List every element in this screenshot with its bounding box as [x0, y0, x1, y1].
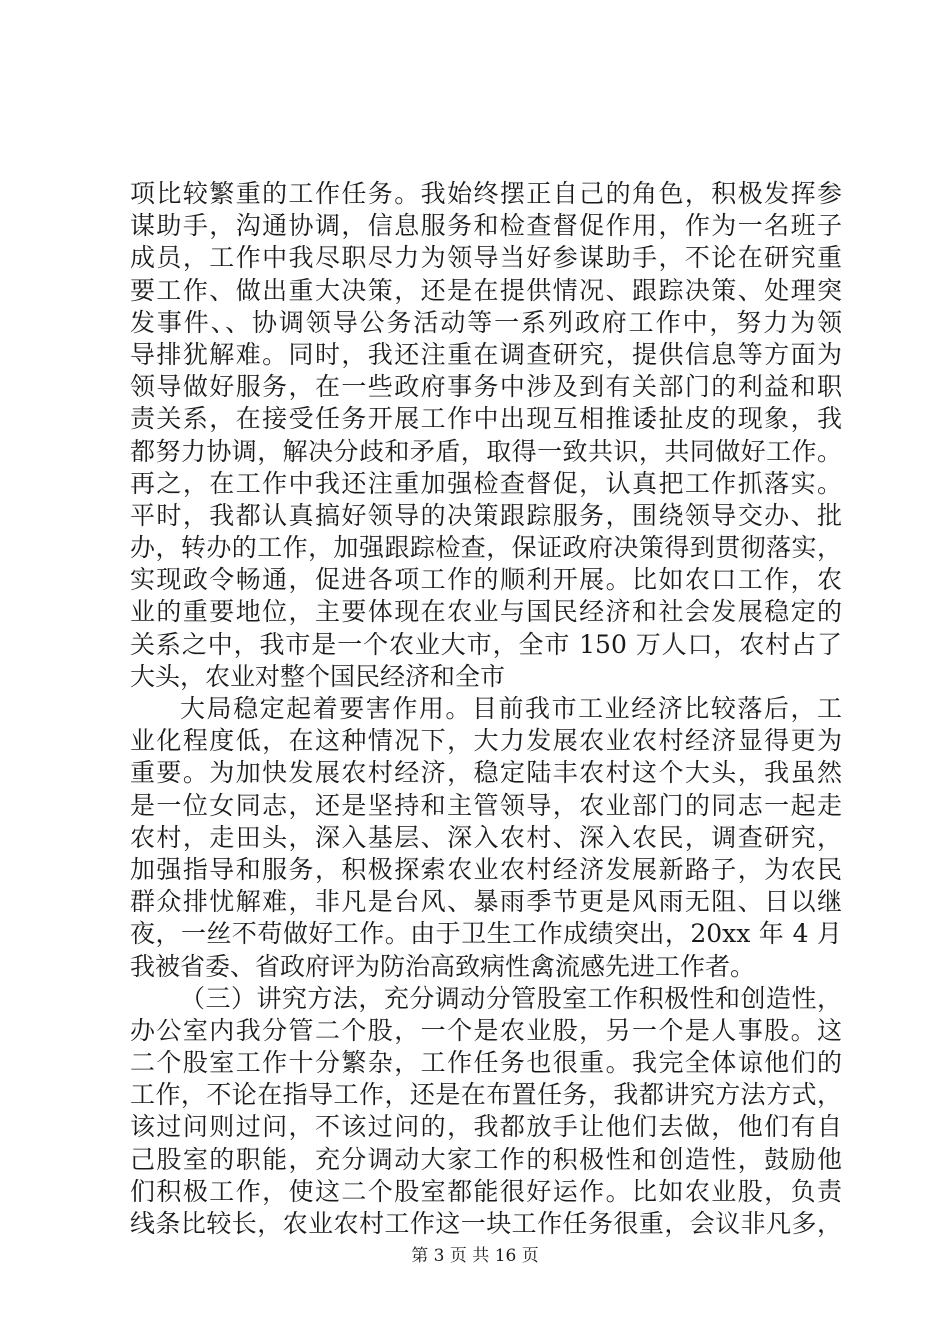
text-line: 要工作、做出重大决策，还是在提供情况、跟踪决策、处理突 — [130, 275, 842, 305]
paragraph-2 — [130, 693, 842, 983]
text-line: 我被省委、省政府评为防治高致病性禽流感先进工作者。 — [130, 951, 756, 981]
text-line: 农村，走田头，深入基层、深入农村、深入农民，调查研究， — [130, 822, 842, 852]
text-line: 加强指导和服务，积极探索农业农村经济发展新路子，为农民 — [130, 854, 842, 884]
text-line: 发事件、、协调领导公务活动等一系列政府工作中，努力为领 — [130, 307, 842, 337]
text-line: 实现政令畅通，促进各项工作的顺利开展。比如农口工作，农 — [130, 565, 842, 595]
text-line: 领导做好服务，在一些政府事务中涉及到有关部门的利益和职 — [130, 372, 842, 402]
text-line: 办公室内我分管二个股，一个是农业股，另一个是人事股。这 — [130, 1015, 842, 1045]
text-line: 是一位女同志，还是坚持和主管领导，农业部门的同志一起走 — [130, 790, 842, 820]
text-line: 谋助手，沟通协调，信息服务和检查督促作用，作为一名班子 — [130, 211, 842, 241]
text-line: 己股室的职能，充分调动大家工作的积极性和创造性，鼓励他 — [130, 1144, 842, 1174]
text-line: 该过问则过问，不该过问的，我都放手让他们去做，他们有自 — [130, 1112, 842, 1142]
text-line: 线条比较长，农业农村工作这一块工作任务很重，会议非凡多， — [130, 1209, 842, 1238]
paragraph-1 — [130, 178, 842, 693]
text-line: 办，转办的工作，加强跟踪检查，保证政府决策得到贯彻落实， — [130, 533, 842, 563]
text-line: 关系之中，我市是一个农业大市，全市 150 万人口，农村占了 — [130, 629, 842, 659]
text-line: 业的重要地位，主要体现在农业与国民经济和社会发展稳定的 — [130, 597, 842, 627]
text-line: 都努力协调，解决分歧和矛盾，取得一致共识，共同做好工作。 — [130, 436, 842, 466]
text-line: 大局稳定起着要害作用。目前我市工业经济比较落后，工 — [180, 694, 842, 723]
text-line: 夜，一丝不苟做好工作。由于卫生工作成绩突出，20xx 年 4 月 — [130, 919, 842, 949]
text-line: 重要。为加快发展农村经济，稳定陆丰农村这个大头，我虽然 — [130, 758, 842, 788]
text-line: 群众排忧解难，非凡是台风、暴雨季节更是风雨无阻、日以继 — [130, 887, 842, 917]
text-line: 再之，在工作中我还注重加强检查督促，认真把工作抓落实。 — [130, 468, 842, 498]
text-line: 导排犹解难。同时，我还注重在调查研究，提供信息等方面为 — [130, 339, 842, 369]
page-footer: 第 3 页 共 16 页 — [411, 1246, 539, 1266]
paragraph-3 — [130, 983, 842, 1241]
document-body — [130, 178, 842, 1240]
text-line: 业化程度低，在这种情况下，大力发展农业农村经济显得更为 — [130, 726, 842, 756]
text-line: 工作，不论在指导工作，还是在布置任务，我都讲究方法方式， — [130, 1080, 842, 1110]
text-line: （三）讲究方法，充分调动分管股室工作积极性和创造性， — [180, 983, 842, 1013]
text-line: 责关系，在接受任务开展工作中出现互相推诿扯皮的现象，我 — [130, 404, 842, 434]
text-line: 们积极工作，使这二个股室都能很好运作。比如农业股，负责 — [130, 1176, 842, 1206]
text-line: 平时，我都认真搞好领导的决策跟踪服务，围绕领导交办、批 — [130, 500, 842, 530]
text-line: 大头，农业对整个国民经济和全市 — [130, 661, 506, 691]
text-line: 二个股室工作十分繁杂，工作任务也很重。我完全体谅他们的 — [130, 1048, 842, 1078]
text-line: 成员，工作中我尽职尽力为领导当好参谋助手，不论在研究重 — [130, 243, 842, 273]
text-line: 项比较繁重的工作任务。我始终摆正自己的角色，积极发挥参 — [130, 179, 842, 208]
